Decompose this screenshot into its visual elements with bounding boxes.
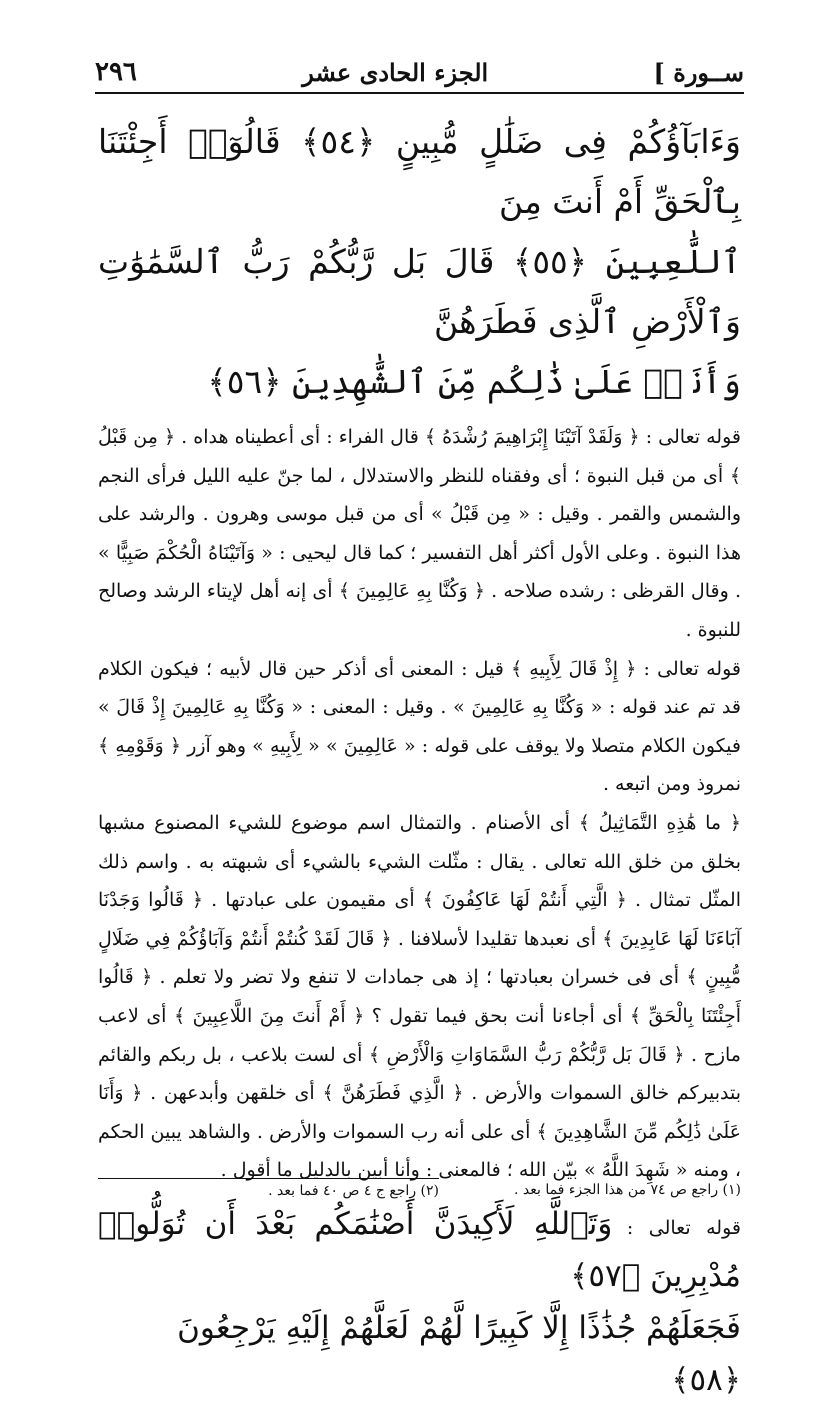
- footnote-2: (٢) راجع ج ٤ ص ٤٠ فما بعد .: [268, 1183, 439, 1199]
- footnotes: [98, 1178, 439, 1199]
- quran-verse-line: وَءَابَآؤُكُمْ فِى ضَلَٰلٍ مُّبِينٍ ﴿٥٤﴾ قَالُوٓا۟ أَجِئْتَنَا بِٱلْحَقِّ أَمْ أَنتَ مِنَ: [98, 122, 741, 221]
- running-title: الجزء الحادى عشر: [302, 57, 489, 87]
- quran-verse-line: وَأَنَا۠ عَلَىٰ ذَٰلِكُم مِّنَ ٱلشَّٰهِدِينَ ﴿٥٦﴾: [207, 362, 741, 401]
- closing-verse-block: [98, 1198, 741, 1406]
- commentary-paragraph: قوله تعالى : ﴿ إِذْ قَالَ لِأَبِيهِ ﴾ قيل : المعنى أى أذكر حين قال لأبيه ؛ فيكون الكلام قد تم عند قوله : « وَكُنَّا بِهِ عَالِمِينَ » . وقيل : المعنى : « وَكُنَّا بِهِ عَالِمِينَ إِذْ قَالَ » فيكون الكلام متصلا ولا يوقف على قوله : « عَالِمِينَ » « لِأَبِيهِ » وهو آزر ﴿ وَقَوْمِهِ ﴾ نمروذ ومن اتبعه .: [98, 657, 741, 796]
- footnote-1: (١) راجع ص ٧٤ من هذا الجزء فما بعد .: [513, 1182, 741, 1198]
- page-number: ٢٩٦: [95, 57, 137, 87]
- quran-verse-line: ٱللَّٰعِبِينَ ﴿٥٥﴾ قَالَ بَل رَّبُّكُمْ رَبُّ ٱلسَّمَٰوَٰتِ وَٱلْأَرْضِ ٱلَّذِى فَطَرَهُنَّ: [98, 242, 741, 341]
- closing-lead: قوله تعالى :: [626, 1216, 741, 1239]
- commentary-paragraph: قوله تعالى : ﴿ وَلَقَدْ آتَيْنَا إِبْرَاهِيمَ رُشْدَهُ ﴾ قال الفراء : أى أعطيناه هداه . ﴿ مِن قَبْلُ ﴾ أى من قبل النبوة ؛ أى وفقناه للنظر والاستدلال ، لما جنّ عليه الليل فرأى النجم والشمس والقمر . وقيل : « مِن قَبْلُ » أى من قبل موسى وهرون . والرشد على هذا النبوة . وعلى الأول أكثر أهل التفسير ؛ كما قال ليحيى : « وَآتَيْنَاهُ الْحُكْمَ صَبِيًّا » . وقال القرظى : رشده صلاحه . ﴿ وَكُنَّا بِهِ عَالِمِينَ ﴾ أى إنه أهل لإيتاء الرشد وصالح للنبوة .: [98, 426, 741, 641]
- closing-verse-line: وَتَٱللَّهِ لَأَكِيدَنَّ أَصْنَٰمَكُم بَعْدَ أَن تُوَلُّوا۟ مُدْبِرِينَ ﴿٥٧﴾: [98, 1205, 741, 1294]
- surah-label: [ ســورة: [653, 57, 744, 87]
- commentary-paragraph: ﴿ ما هَٰذِهِ التَّمَاثِيلُ ﴾ أى الأصنام . والتمثال اسم موضوع للشيء المصنوع مشبها بخلق من خلق الله تعالى . يقال : مثّلت الشيء بالشيء أى شبهته به . واسم ذلك المثّل تمثال . ﴿ الَّتِي أَنتُمْ لَهَا عَاكِفُونَ ﴾ أى مقيمون على عبادتها . ﴿ قَالُوا وَجَدْنَا آبَاءَنَا لَهَا عَابِدِينَ ﴾ أى نعبدها تقليدا لأسلافنا . ﴿ قَالَ لَقَدْ كُنتُمْ أَنتُمْ وَآبَاؤُكُمْ فِي ضَلَالٍ مُّبِينٍ ﴾ أى فى خسران بعبادتها ؛ إذ هى جمادات لا تنفع ولا تضر ولا تعلم . ﴿ قَالُوا أَجِئْتَنَا بِالْحَقِّ ﴾ أى أجاءنا أنت بحق فيما تقول ؟ ﴿ أَمْ أَنتَ مِنَ اللَّاعِبِينَ ﴾ أى لاعب مازح . ﴿ قَالَ بَل رَّبُّكُمْ رَبُّ السَّمَاوَاتِ وَالْأَرْضِ ﴾ أى لست بلاعب ، بل ربكم والقائم بتدبيركم خالق السموات والأرض . ﴿ الَّذِي فَطَرَهُنَّ ﴾ أى خلقهن وأبدعهن . ﴿ وَأَنَا عَلَىٰ ذَٰلِكُم مِّنَ الشَّاهِدِينَ ﴾ أى على أنه رب السموات والأرض . والشاهد يبين الحكم ، ومنه « شَهِدَ اللَّهُ » بيّن الله ؛ فالمعنى : وأنا أبين بالدليل ما أقول .: [98, 811, 741, 1182]
- closing-verse-line: فَجَعَلَهُمْ جُذَٰذًا إِلَّا كَبِيرًا لَّهُمْ لَعَلَّهُمْ إِلَيْهِ يَرْجِعُونَ ﴿٥٨﴾: [177, 1309, 741, 1398]
- page-header: [95, 52, 744, 94]
